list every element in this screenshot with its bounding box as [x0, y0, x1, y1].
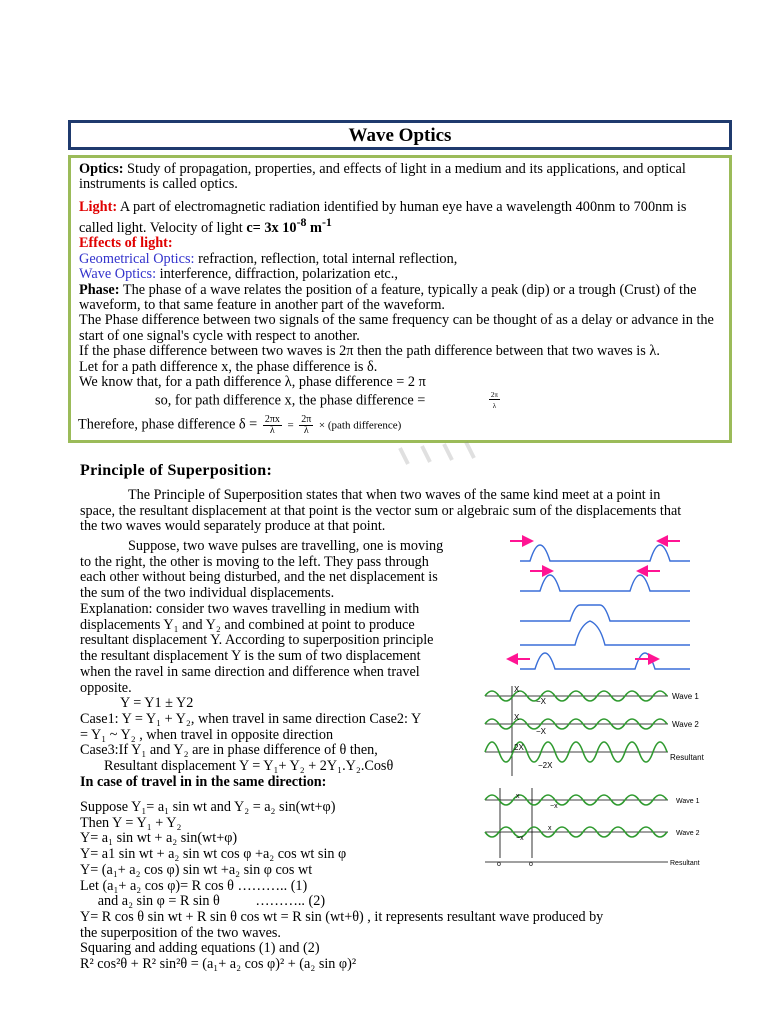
wave-diagram-inphase: [480, 684, 748, 780]
equation-y: Y = Y1 ± Y2: [120, 695, 194, 712]
explanation-line: resultant displacement Y. According to superposition principle: [80, 632, 434, 649]
so-fraction: [489, 390, 500, 412]
so-frac-num: 2π: [490, 391, 498, 400]
phase-text: The phase of a wave relates the position of a feature, typically a peak (dip) or a trough (Crust) of the waveform, to that same feature in another part of the waveform.: [79, 281, 697, 314]
geo-label: Geometrical Optics:: [79, 250, 195, 267]
phase-definition: [79, 283, 721, 314]
label-small-x: x: [516, 793, 520, 800]
light-speed-unit-exp: -1: [321, 215, 332, 230]
derivation-line: Squaring and adding equations (1) and (2): [80, 940, 320, 957]
phase-2pi-text: If the phase difference between two waves is 2π then the path difference between that two waves is λ.: [79, 343, 660, 360]
label-neg-x: −X: [536, 727, 547, 736]
page-title: Wave Optics: [348, 125, 452, 146]
label-wave2: Wave 2: [672, 720, 699, 729]
light-speed-unit: m: [306, 219, 322, 236]
label-wave1-small: Wave 1: [676, 798, 700, 805]
definitions-box: [68, 155, 732, 443]
f1-den: λ: [269, 425, 275, 436]
light-definition: [79, 200, 721, 237]
geo-text: refraction, reflection, total internal reflection,: [194, 250, 458, 267]
know-text: We know that, for a path difference λ, phase difference = 2 π: [79, 374, 426, 391]
pulses-line: each other without being disturbed, and the net displacement is: [80, 569, 438, 586]
light-text: A part of electromagnetic radiation identified by human eye have a wavelength 400nm to 700nm is called light. Velocity of light: [79, 198, 687, 236]
derivation-line: the superposition of the two waves.: [80, 924, 281, 941]
label-x: X: [514, 713, 520, 722]
light-label: Light:: [79, 198, 118, 215]
derivation-line: Y= a1 sin wt + a₂ sin wt cos φ +a₂ cos wt sin φ: [80, 846, 347, 863]
pulses-line: Suppose, two wave pulses are travelling, one is moving: [128, 538, 444, 554]
title-box: [68, 120, 732, 150]
case-line: = Y₁ ~ Y₂ , when travel in opposite direction: [80, 726, 334, 743]
label-neg-2x: −2X: [538, 761, 553, 770]
pulses-line: the sum of the two individual displacements.: [80, 585, 335, 602]
phase-formula: Therefore, phase difference $\delta = \frac{2\pi x}{\lambda} = \frac{2\pi}{\lambda}$ × (path difference): [78, 414, 402, 436]
light-speed-exp: -8: [296, 215, 307, 230]
derivation-line: R² cos²θ + R² sin²θ = (a₁+ a₂ cos φ)² + (a₂ sin φ)²: [80, 956, 357, 973]
wave-label: Wave Optics:: [79, 266, 157, 283]
pulse-diagram: [490, 533, 700, 681]
label-resultant: Resultant: [670, 753, 704, 762]
explanation-line: displacements Y₁ and Y₂ and combined at point to produce: [80, 616, 415, 633]
formula-fraction-2: [299, 414, 313, 436]
derivation-line: Then Y = Y₁ + Y₂: [80, 814, 182, 831]
optics-text: Study of propagation, properties, and effects of light in a medium and its applications, and optical instruments is called optics.: [79, 161, 686, 193]
label-small-neg-x: −x: [550, 803, 558, 810]
pulses-text: [80, 539, 490, 602]
effects-label: Effects of light:: [79, 235, 173, 252]
label-origin: o: [529, 861, 533, 868]
phase-difference-text: The Phase difference between two signals of the same frequency can be thought of as a delay or advance in the start of one signal's cycle with respect to another.: [79, 312, 714, 344]
derivation-line: Let (a₁+ a₂ cos φ)= R cos θ ……….. (1): [80, 877, 308, 894]
label-wave2-small: Wave 2: [676, 830, 700, 837]
pulses-line: to the right, the other is moving to the left. They pass through: [80, 553, 429, 570]
wave-text: interference, diffraction, polarization etc.,: [156, 266, 398, 283]
explanation-line: the resultant displacement Y is the sum of two displacement: [80, 648, 421, 665]
effects-heading: [79, 236, 721, 251]
f1-num: 2πx: [264, 414, 280, 425]
derivation-line: Y= (a₁+ a₂ cos φ) sin wt +a₂ sin φ cos wt: [80, 861, 313, 878]
derivation-line: Suppose Y₁= a₁ sin wt and Y₂ = a₂ sin(wt+φ): [80, 799, 336, 815]
optics-label: Optics:: [79, 161, 124, 177]
watermark-mark: [390, 440, 480, 470]
label-small-x: x: [548, 825, 552, 832]
explanation-text: [80, 602, 490, 790]
therefore-text: Therefore, phase difference δ =: [78, 416, 261, 433]
resultant-line: Resultant displacement Y = Y₁+ Y₂ + 2Y₁.Y₂.Cosθ: [104, 758, 394, 775]
so-frac-den: λ: [492, 402, 497, 411]
explanation-line: opposite.: [80, 679, 132, 696]
f2-num: 2π: [301, 414, 312, 425]
superposition-title: Principle of Superposition:: [80, 462, 273, 479]
path-x-text: Let for a path difference x, the phase difference is δ.: [79, 358, 378, 375]
derivation-line: and a₂ sin φ = R sin θ ……….. (2): [80, 893, 326, 910]
wave-diagram-outphase: [480, 786, 748, 870]
label-origin: o: [497, 861, 501, 868]
label-2x: 2X: [514, 743, 524, 752]
label-resultant-small: Resultant: [670, 860, 700, 867]
derivation-line: Y= a₁ sin wt + a₂ sin(wt+φ): [80, 830, 238, 847]
so-text: so, for path difference x, the phase difference =: [155, 392, 426, 409]
phase-label: Phase:: [79, 281, 120, 298]
light-speed: c= 3x 10: [246, 219, 297, 236]
f2-den: λ: [303, 425, 309, 436]
superposition-intro: The Principle of Superposition states that when two waves of the same kind meet at a point in space, the resultant displacement at that point is the vector sum or algebraic sum of the displacements that the two waves would separately produce at that point.: [80, 487, 682, 535]
formula-tail: × (path difference): [318, 419, 402, 432]
wave-optics: [79, 267, 721, 282]
label-small-neg-x: −x: [516, 835, 524, 842]
optics-definition: [79, 162, 721, 193]
same-direction-title: In case of travel in in the same direction:: [80, 773, 327, 790]
geometrical-optics: [79, 252, 721, 267]
formula-fraction-1: [263, 414, 282, 436]
label-x: X: [514, 685, 520, 694]
label-neg-x: −X: [536, 697, 547, 706]
case-line: Case3:If Y₁ and Y₂ are in phase difference of θ then,: [80, 742, 378, 759]
so-line: [79, 390, 721, 412]
explanation-line: when the ravel in same direction and difference when travel: [80, 663, 420, 680]
explanation-line: Explanation: consider two waves travelling in medium with: [80, 601, 420, 617]
label-wave1: Wave 1: [672, 692, 699, 701]
case-line: Case1: Y = Y₁ + Y₂, when travel in same direction Case2: Y: [80, 710, 422, 727]
derivation-line: Y= R cos θ sin wt + R sin θ cos wt = R sin (wt+θ) , it represents resultant wave produced by: [80, 908, 604, 925]
